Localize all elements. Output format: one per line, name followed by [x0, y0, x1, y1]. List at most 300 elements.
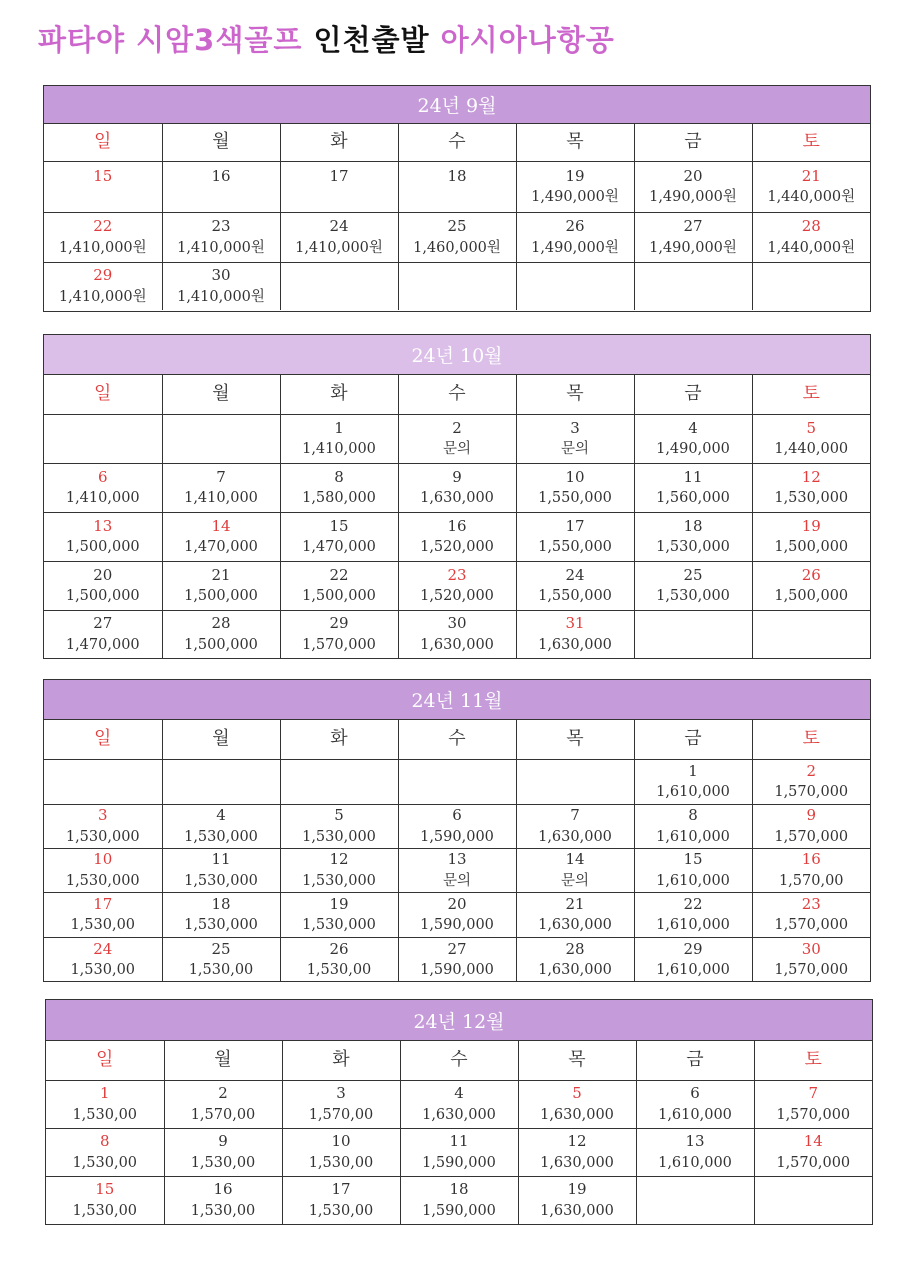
- day-number: 21: [211, 565, 231, 584]
- day-number: [635, 265, 752, 287]
- day-cell: [634, 162, 752, 213]
- weekday-header: 금: [634, 375, 752, 415]
- day-cell: [516, 263, 634, 311]
- day-price: 1,550,000: [538, 588, 612, 605]
- day-price: 1,440,000원: [767, 189, 856, 206]
- week-row: [44, 805, 870, 849]
- day-cell: [634, 938, 752, 983]
- weekday-header: 일: [44, 124, 162, 162]
- day-price: 1,410,000원: [177, 239, 265, 256]
- day-number: 6: [97, 467, 108, 486]
- day-cell: [162, 213, 280, 263]
- day-cell: [516, 760, 634, 805]
- day-price: 1,460,000원: [413, 239, 501, 256]
- day-cell: [162, 805, 280, 849]
- day-number: 7: [570, 806, 580, 825]
- day-cell: [636, 1177, 754, 1225]
- day-number: 1: [99, 1084, 110, 1103]
- day-cell: [280, 760, 398, 805]
- day-cell: [44, 893, 162, 938]
- day-price: 1,530,000: [656, 588, 730, 605]
- day-cell: [44, 938, 162, 983]
- day-price: 1,570,000: [774, 828, 849, 845]
- day-price: 1,520,000: [420, 539, 494, 556]
- day-cell: [752, 805, 870, 849]
- day-number: 2: [452, 418, 462, 437]
- day-cell: [46, 1081, 164, 1129]
- day-number: 6: [690, 1084, 700, 1103]
- day-number: 17: [331, 1180, 351, 1199]
- day-number: 11: [683, 467, 703, 486]
- day-price: 1,570,00: [190, 1106, 256, 1123]
- weekday-header-row: [44, 720, 870, 760]
- calendar-october: [43, 334, 871, 659]
- day-number: 25: [211, 939, 231, 958]
- day-price: 1,530,000: [302, 872, 376, 889]
- day-cell: [398, 938, 516, 983]
- day-cell: [164, 1177, 282, 1225]
- weekday-header: 금: [634, 720, 752, 760]
- day-price: 1,570,000: [774, 917, 849, 934]
- day-cell: [282, 1177, 400, 1225]
- day-price: 1,610,000: [656, 784, 730, 801]
- calendar-grid: [46, 1041, 872, 1224]
- day-cell: [280, 611, 398, 659]
- day-price: [44, 782, 162, 803]
- day-price: 1,530,00: [70, 962, 136, 979]
- day-cell: [634, 611, 752, 659]
- day-price: 문의: [560, 441, 589, 458]
- week-row: [44, 849, 870, 893]
- day-price: 1,530,000: [65, 828, 140, 845]
- day-price: 1,570,000: [776, 1154, 851, 1171]
- day-cell: [752, 263, 870, 311]
- day-cell: [280, 893, 398, 938]
- day-cell: [752, 938, 870, 983]
- day-cell: [634, 464, 752, 513]
- day-price: 1,590,000: [420, 917, 494, 934]
- day-number: 10: [565, 467, 585, 486]
- day-number: 9: [452, 467, 462, 486]
- day-cell: [44, 562, 162, 611]
- day-cell: [516, 938, 634, 983]
- day-number: 12: [567, 1132, 587, 1151]
- day-cell: [46, 1177, 164, 1225]
- day-cell: [44, 162, 162, 213]
- day-number: [637, 1179, 754, 1201]
- day-number: [281, 265, 398, 287]
- day-cell: [516, 562, 634, 611]
- day-number: 23: [801, 894, 821, 913]
- day-price: 1,530,000: [302, 917, 376, 934]
- day-number: 17: [329, 166, 349, 185]
- day-number: 5: [334, 806, 344, 825]
- weekday-header: 월: [162, 124, 280, 162]
- day-number: 29: [93, 266, 113, 285]
- weekday-header: 토: [752, 375, 870, 415]
- day-price: 1,630,000: [420, 636, 494, 653]
- day-cell: [44, 611, 162, 659]
- weekday-header: 화: [282, 1041, 400, 1081]
- day-price: 1,610,000: [656, 872, 730, 889]
- day-cell: [162, 415, 280, 464]
- day-cell: [636, 1129, 754, 1177]
- day-cell: [400, 1129, 518, 1177]
- day-price: 1,530,000: [774, 490, 849, 507]
- calendar-month-title: 24년 11월: [44, 680, 870, 720]
- day-cell: [752, 464, 870, 513]
- day-number: 20: [447, 894, 467, 913]
- day-price: 1,410,000원: [295, 239, 383, 256]
- day-price: 1,500,000: [65, 588, 140, 605]
- day-number: 4: [216, 806, 226, 825]
- weekday-header: 일: [44, 720, 162, 760]
- day-price: 1,440,000원: [767, 239, 856, 256]
- day-cell: [282, 1081, 400, 1129]
- week-row: [46, 1177, 872, 1225]
- calendar-december: [45, 999, 873, 1225]
- weekday-header-row: [44, 375, 870, 415]
- day-number: 13: [447, 850, 467, 869]
- day-price: 1,610,000: [656, 917, 730, 934]
- day-price: [399, 782, 516, 803]
- day-cell: [398, 464, 516, 513]
- day-price: 1,530,00: [190, 1154, 256, 1171]
- day-number: 24: [93, 939, 113, 958]
- day-number: 15: [95, 1180, 115, 1199]
- day-cell: [44, 513, 162, 562]
- day-number: 5: [572, 1084, 582, 1103]
- day-number: 14: [565, 850, 585, 869]
- day-cell: [164, 1081, 282, 1129]
- weekday-header: 수: [398, 720, 516, 760]
- day-cell: [280, 938, 398, 983]
- day-number: 20: [683, 166, 703, 185]
- day-number: 29: [329, 614, 349, 633]
- day-cell: [398, 562, 516, 611]
- day-number: [755, 1179, 873, 1201]
- weekday-header-row: [46, 1041, 872, 1081]
- day-cell: [634, 760, 752, 805]
- day-cell: [398, 263, 516, 311]
- day-price: 1,470,000: [65, 636, 140, 653]
- day-price: [163, 439, 280, 460]
- day-price: 1,610,000: [658, 1106, 732, 1123]
- week-row: [44, 562, 870, 611]
- day-number: 26: [565, 217, 585, 236]
- title-destination: 파타야 시암3색골프: [38, 23, 303, 57]
- day-cell: [634, 805, 752, 849]
- day-cell: [280, 415, 398, 464]
- day-number: [163, 761, 280, 783]
- day-number: 28: [565, 939, 585, 958]
- day-cell: [516, 849, 634, 893]
- weekday-header: 월: [162, 375, 280, 415]
- day-cell: [400, 1177, 518, 1225]
- day-cell: [518, 1081, 636, 1129]
- day-price: 1,570,000: [774, 962, 849, 979]
- weekday-header: 수: [400, 1041, 518, 1081]
- weekday-header: 목: [516, 124, 634, 162]
- day-number: 15: [683, 850, 703, 869]
- weekday-header: 목: [516, 720, 634, 760]
- day-price: 1,630,000: [538, 962, 612, 979]
- week-row: [44, 415, 870, 464]
- calendar-november: [43, 679, 871, 982]
- day-number: 4: [454, 1084, 464, 1103]
- day-price: [281, 287, 398, 308]
- day-number: 21: [565, 894, 585, 913]
- day-number: 18: [449, 1180, 469, 1199]
- day-number: [517, 761, 634, 783]
- day-cell: [280, 562, 398, 611]
- day-number: 16: [447, 516, 467, 535]
- day-number: 30: [801, 939, 821, 958]
- day-number: 29: [683, 939, 703, 958]
- weekday-header: 월: [162, 720, 280, 760]
- day-number: 17: [93, 894, 113, 913]
- day-cell: [516, 162, 634, 213]
- day-number: 8: [99, 1132, 110, 1151]
- day-number: 8: [688, 806, 698, 825]
- weekday-header: 금: [634, 124, 752, 162]
- day-price: 1,410,000: [184, 490, 258, 507]
- day-cell: [516, 805, 634, 849]
- day-price: 1,530,00: [72, 1202, 138, 1219]
- week-row: [44, 760, 870, 805]
- day-cell: [634, 263, 752, 311]
- day-price: 문의: [442, 872, 471, 889]
- day-number: 6: [452, 806, 462, 825]
- day-number: 8: [334, 467, 344, 486]
- day-price: 1,500,000: [184, 636, 258, 653]
- day-price: 1,410,000원: [177, 288, 265, 305]
- day-cell: [516, 893, 634, 938]
- day-price: 1,630,000: [540, 1106, 614, 1123]
- day-cell: [280, 162, 398, 213]
- day-price: 1,470,000: [302, 539, 376, 556]
- week-row: [44, 611, 870, 659]
- day-cell: [162, 263, 280, 311]
- day-number: 1: [334, 418, 344, 437]
- day-cell: [516, 611, 634, 659]
- day-cell: [752, 893, 870, 938]
- day-cell: [634, 562, 752, 611]
- day-cell: [400, 1081, 518, 1129]
- day-price: 1,410,000원: [58, 288, 147, 305]
- day-number: 31: [565, 614, 585, 633]
- day-number: 23: [447, 565, 467, 584]
- day-price: 1,530,00: [72, 1154, 138, 1171]
- day-number: 27: [447, 939, 467, 958]
- day-cell: [752, 562, 870, 611]
- day-cell: [634, 513, 752, 562]
- day-number: 21: [801, 166, 821, 185]
- day-price: 1,530,00: [70, 917, 136, 934]
- day-price: 1,630,000: [538, 636, 612, 653]
- day-price: 1,570,000: [302, 636, 376, 653]
- day-price: [635, 635, 752, 656]
- day-price: 문의: [560, 872, 589, 889]
- day-price: 1,590,000: [420, 962, 494, 979]
- day-cell: [398, 760, 516, 805]
- day-cell: [280, 213, 398, 263]
- day-price: 1,530,00: [188, 962, 254, 979]
- day-price: 1,490,000원: [649, 189, 737, 206]
- day-cell: [164, 1129, 282, 1177]
- day-cell: [44, 464, 162, 513]
- weekday-header: 토: [754, 1041, 872, 1081]
- day-number: [44, 418, 162, 440]
- day-price: 1,630,000: [538, 828, 612, 845]
- day-cell: [634, 893, 752, 938]
- day-cell: [162, 464, 280, 513]
- day-cell: [162, 611, 280, 659]
- day-number: 22: [683, 894, 703, 913]
- title-airline: 아시아나항공: [440, 23, 615, 57]
- day-number: 18: [683, 516, 703, 535]
- day-price: [517, 782, 634, 803]
- day-number: 24: [329, 217, 349, 236]
- day-price: 1,570,000: [776, 1106, 851, 1123]
- day-number: [399, 761, 516, 783]
- day-cell: [752, 513, 870, 562]
- day-number: 27: [93, 614, 113, 633]
- calendar-month-title: 24년 9월: [44, 86, 870, 124]
- day-number: 16: [213, 1180, 233, 1199]
- day-number: 24: [565, 565, 585, 584]
- day-price: [281, 782, 398, 803]
- day-number: 17: [565, 516, 585, 535]
- day-cell: [162, 513, 280, 562]
- day-number: [753, 613, 871, 635]
- day-number: 10: [331, 1132, 351, 1151]
- day-number: 9: [218, 1132, 228, 1151]
- day-price: 1,630,000: [540, 1202, 614, 1219]
- day-number: 19: [329, 894, 349, 913]
- day-number: 26: [801, 565, 821, 584]
- day-price: [44, 187, 162, 208]
- weekday-header: 화: [280, 720, 398, 760]
- week-row: [44, 893, 870, 938]
- weekday-header: 토: [752, 124, 870, 162]
- day-number: 27: [683, 217, 703, 236]
- weekday-header: 목: [516, 375, 634, 415]
- day-number: [517, 265, 634, 287]
- day-cell: [398, 513, 516, 562]
- day-cell: [280, 513, 398, 562]
- weekday-header: 금: [636, 1041, 754, 1081]
- day-number: 16: [211, 166, 231, 185]
- day-number: 11: [211, 850, 231, 869]
- day-cell: [280, 464, 398, 513]
- day-number: 7: [808, 1084, 819, 1103]
- calendar-grid: [44, 124, 870, 310]
- day-cell: [634, 415, 752, 464]
- day-cell: [280, 263, 398, 311]
- day-number: 10: [93, 850, 113, 869]
- weekday-header: 목: [518, 1041, 636, 1081]
- day-cell: [162, 562, 280, 611]
- calendar-grid: [44, 375, 870, 658]
- day-number: 3: [336, 1084, 346, 1103]
- day-number: 13: [93, 516, 113, 535]
- calendar-month-title: 24년 10월: [44, 335, 870, 375]
- weekday-header: 화: [280, 375, 398, 415]
- day-price: 1,520,000: [420, 588, 494, 605]
- day-price: [399, 287, 516, 308]
- day-price: 1,630,000: [420, 490, 494, 507]
- calendar-month-title: 24년 12월: [46, 1000, 872, 1041]
- week-row: [44, 162, 870, 213]
- day-price: 1,630,000: [422, 1106, 496, 1123]
- title-departure: 인천출발: [313, 23, 430, 57]
- day-price: [163, 782, 280, 803]
- day-price: 1,610,000: [658, 1154, 732, 1171]
- day-cell: [162, 938, 280, 983]
- day-number: 25: [447, 217, 467, 236]
- day-cell: [44, 213, 162, 263]
- day-cell: [516, 415, 634, 464]
- day-number: 30: [447, 614, 467, 633]
- day-price: 1,530,000: [184, 872, 258, 889]
- day-cell: [754, 1129, 872, 1177]
- day-price: [753, 635, 871, 656]
- weekday-header: 화: [280, 124, 398, 162]
- week-row: [44, 513, 870, 562]
- day-cell: [754, 1081, 872, 1129]
- day-number: 1: [688, 761, 698, 780]
- day-number: 11: [449, 1132, 469, 1151]
- weekday-header: 토: [752, 720, 870, 760]
- day-cell: [398, 213, 516, 263]
- day-price: 1,610,000: [656, 828, 730, 845]
- day-number: [281, 761, 398, 783]
- day-number: 30: [211, 266, 231, 285]
- day-price: 1,490,000: [656, 441, 730, 458]
- day-cell: [752, 611, 870, 659]
- week-row: [44, 464, 870, 513]
- day-number: 3: [570, 418, 580, 437]
- day-number: 19: [567, 1180, 587, 1199]
- day-price: 1,440,000: [774, 441, 849, 458]
- day-price: 1,590,000: [422, 1154, 496, 1171]
- day-cell: [162, 760, 280, 805]
- day-number: 26: [329, 939, 349, 958]
- day-number: 5: [806, 418, 817, 437]
- week-row: [46, 1081, 872, 1129]
- day-price: [637, 1201, 754, 1222]
- day-cell: [752, 849, 870, 893]
- weekday-header: 수: [398, 124, 516, 162]
- week-row: [46, 1129, 872, 1177]
- week-row: [44, 263, 870, 311]
- day-cell: [44, 805, 162, 849]
- day-cell: [516, 513, 634, 562]
- day-number: 4: [688, 418, 698, 437]
- day-number: 28: [801, 217, 821, 236]
- day-cell: [398, 805, 516, 849]
- day-number: 15: [93, 166, 113, 185]
- weekday-header: 수: [398, 375, 516, 415]
- day-number: 25: [683, 565, 703, 584]
- day-number: 9: [806, 806, 817, 825]
- day-price: 1,470,000: [184, 539, 258, 556]
- day-price: 1,570,00: [308, 1106, 374, 1123]
- day-cell: [752, 760, 870, 805]
- day-price: 문의: [442, 441, 471, 458]
- day-price: 1,530,000: [302, 828, 376, 845]
